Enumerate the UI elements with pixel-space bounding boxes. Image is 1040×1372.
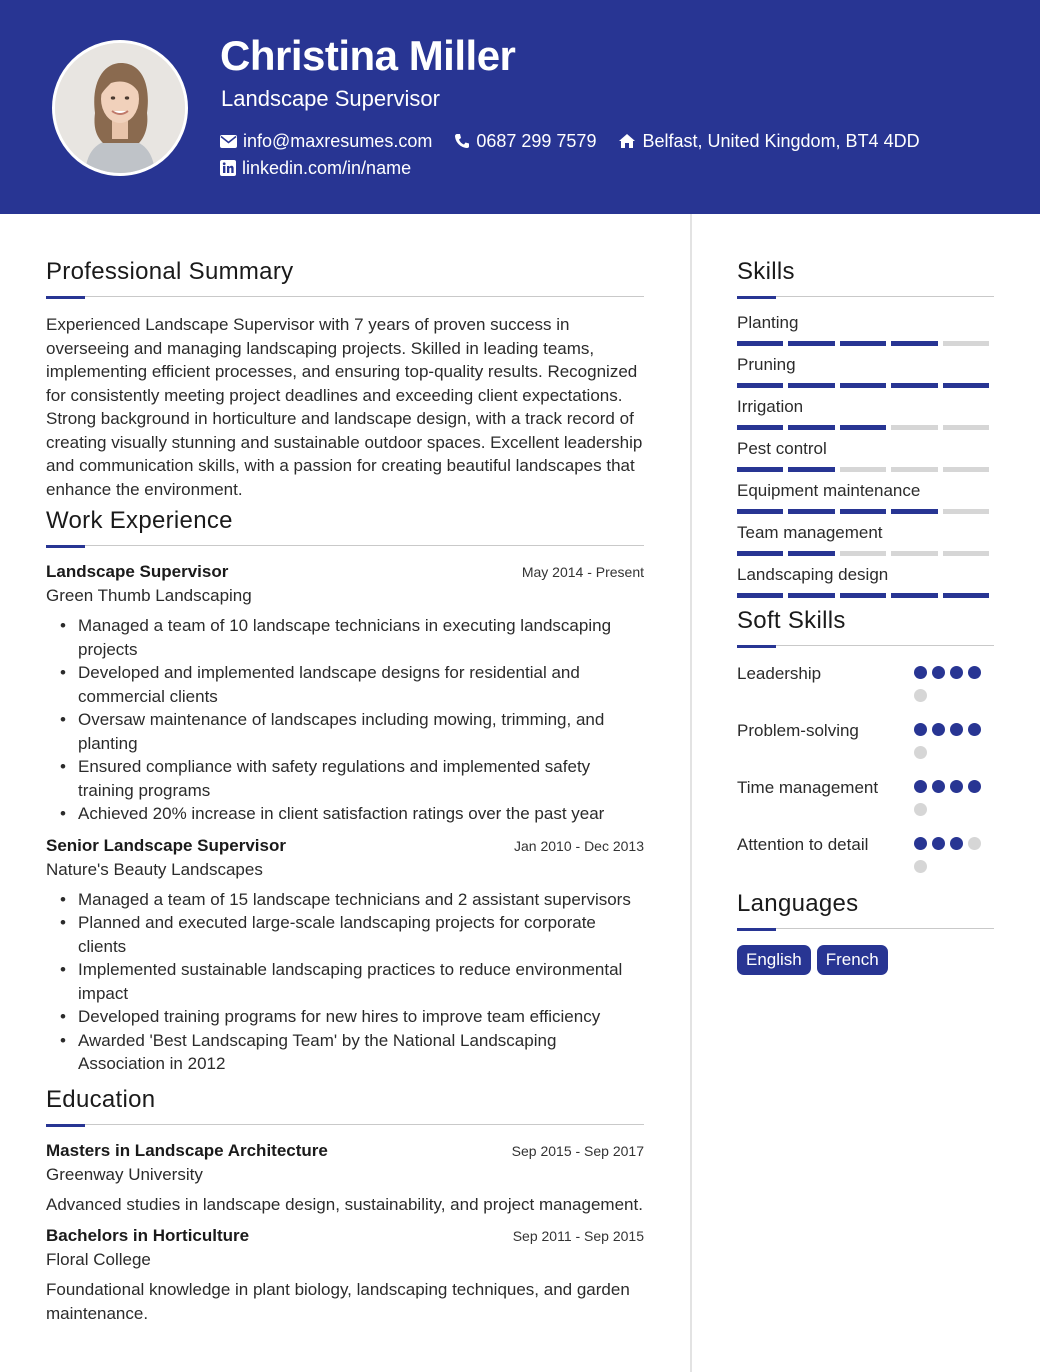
skill-name: Pruning <box>737 355 796 374</box>
rating-dot <box>932 666 945 679</box>
skill-level-bar <box>737 383 994 388</box>
rating-dot <box>914 746 927 759</box>
skill-level-segment <box>891 467 937 472</box>
job-bullets <box>60 614 644 826</box>
rating-dot <box>914 780 927 793</box>
rating-dot <box>968 666 981 679</box>
skill-level-segment <box>737 593 783 598</box>
soft-skill-rating <box>914 666 994 712</box>
skill-level-segment <box>943 425 989 430</box>
experience-heading: Work Experience <box>46 507 233 534</box>
job-dates: Jan 2010 - Dec 2013 <box>514 837 644 854</box>
skill-name: Landscaping design <box>737 565 889 584</box>
job-bullet: • Managed a team of 15 landscape technicians and 2 assistant supervisors <box>60 888 644 912</box>
avatar <box>52 40 188 176</box>
rating-dot <box>950 780 963 793</box>
soft-skill-name: Problem-solving <box>737 721 859 740</box>
education-entry <box>46 1226 644 1325</box>
skill-level-segment <box>737 425 783 430</box>
rating-dot <box>932 723 945 736</box>
school-name: Greenway University <box>46 1164 203 1184</box>
skill-level-segment <box>943 593 989 598</box>
job-bullet: • Awarded 'Best Landscaping Team' by the National Landscaping Association in 2012 <box>60 1029 644 1076</box>
linkedin-icon <box>220 160 236 176</box>
section-rule <box>46 296 644 299</box>
rating-dot <box>914 803 927 816</box>
language-tag: French <box>817 945 888 975</box>
candidate-title: Landscape Supervisor <box>221 86 440 111</box>
summary-text: Experienced Landscape Supervisor with 7 years of proven success in overseeing and managing landscaping projects. Skilled in leading teams, implementing efficient processes, and ensuring top-quality results. Recognized for consistently meeting project deadlines and exceeding client expectations. Strong background in horticulture and landscape design, with a track record of creating visually stunning and sustainable outdoor spaces. Excellent leadership and communication skills, with a passion for creating beautiful landscapes that enhance the environment. <box>46 315 643 499</box>
skill-level-segment <box>891 509 937 514</box>
soft-skill-item <box>737 719 994 769</box>
skill-level-segment <box>788 341 834 346</box>
skill-level-segment <box>891 383 937 388</box>
skill-level-segment <box>840 467 886 472</box>
rating-dot <box>914 837 927 850</box>
job-title: Senior Landscape Supervisor <box>46 835 286 855</box>
skill-level-segment <box>788 509 834 514</box>
contact-email[interactable] <box>220 131 432 152</box>
job-title: Landscape Supervisor <box>46 562 229 581</box>
candidate-name: Christina Miller <box>220 32 516 79</box>
education-heading: Education <box>46 1085 156 1113</box>
skill-name: Irrigation <box>737 397 804 416</box>
envelope-icon <box>220 135 237 148</box>
skill-level-segment <box>788 425 834 430</box>
soft-skills-section <box>737 607 994 883</box>
job-bullet: • Managed a team of 10 landscape technicians in executing landscaping projects <box>60 614 644 661</box>
education-entry <box>46 1141 644 1217</box>
skill-level-segment <box>943 467 989 472</box>
rating-dot <box>932 780 945 793</box>
section-rule <box>46 545 644 548</box>
phone-icon <box>454 133 470 149</box>
skill-level-bar <box>737 593 994 598</box>
skill-level-segment <box>737 509 783 514</box>
skill-name: Planting <box>737 313 799 332</box>
skill-level-segment <box>891 551 937 556</box>
job-bullet: • Developed and implemented landscape designs for residential and commercial clients <box>60 661 644 708</box>
soft-skill-name: Time management <box>737 778 879 797</box>
summary-section <box>46 258 644 501</box>
rating-dot <box>914 689 927 702</box>
job-company: Green Thumb Landscaping <box>46 586 252 605</box>
skill-level-segment <box>891 425 937 430</box>
skills-heading: Skills <box>737 258 795 285</box>
job-company: Nature's Beauty Landscapes <box>46 859 263 879</box>
skill-name: Team management <box>737 523 883 542</box>
degree-title: Masters in Landscape Architecture <box>46 1140 328 1160</box>
rating-dot <box>968 723 981 736</box>
skill-level-segment <box>737 551 783 556</box>
home-icon <box>618 133 636 149</box>
portrait-image <box>55 43 185 173</box>
job-dates: May 2014 - Present <box>521 564 644 580</box>
skill-item <box>737 439 994 472</box>
job-entry <box>46 836 644 1076</box>
contact-location <box>618 131 919 152</box>
skill-item <box>737 355 994 388</box>
side-column <box>737 258 994 975</box>
job-bullet: • Ensured compliance with safety regulations and implemented safety training programs <box>60 755 644 802</box>
skill-level-segment <box>891 593 937 598</box>
skill-level-segment <box>788 467 834 472</box>
skill-name: Equipment maintenance <box>737 481 921 500</box>
rating-dot <box>950 666 963 679</box>
skills-section <box>737 258 994 598</box>
soft-skill-rating <box>914 780 994 826</box>
job-bullet: • Developed training programs for new hires to improve team efficiency <box>60 1005 644 1029</box>
job-bullet: • Implemented sustainable landscaping practices to reduce environmental impact <box>60 958 644 1005</box>
skills-list <box>737 313 994 598</box>
skill-level-segment <box>737 383 783 388</box>
skill-level-bar <box>737 551 994 556</box>
school-name: Floral College <box>46 1250 151 1269</box>
skill-level-segment <box>943 341 989 346</box>
soft-skill-name: Leadership <box>737 664 822 683</box>
soft-skills-heading: Soft Skills <box>737 607 846 634</box>
skill-level-segment <box>737 341 783 346</box>
experience-section <box>46 507 644 1076</box>
skill-level-segment <box>737 467 783 472</box>
soft-skill-rating <box>914 837 994 883</box>
job-bullet: • Planned and executed large-scale landscaping projects for corporate clients <box>60 911 644 958</box>
language-tag: English <box>737 945 811 975</box>
skill-item <box>737 481 994 514</box>
education-description: Advanced studies in landscape design, sustainability, and project management. <box>46 1194 643 1214</box>
education-section <box>46 1086 644 1326</box>
phone-text: 0687 299 7579 <box>476 130 597 151</box>
skill-name: Pest control <box>737 439 827 458</box>
contact-linkedin[interactable] <box>220 158 411 179</box>
column-divider <box>690 214 692 1372</box>
skill-level-segment <box>840 593 886 598</box>
languages-section <box>737 890 994 975</box>
skill-level-segment <box>840 551 886 556</box>
linkedin-text: linkedin.com/in/name <box>242 157 412 178</box>
job-bullet: • Oversaw maintenance of landscapes including mowing, trimming, and planting <box>60 708 644 755</box>
section-rule <box>737 645 994 648</box>
skill-level-bar <box>737 425 994 430</box>
soft-skill-item <box>737 662 994 712</box>
soft-skill-item <box>737 833 994 883</box>
skill-level-segment <box>943 383 989 388</box>
skill-level-segment <box>788 551 834 556</box>
languages-list <box>737 945 994 975</box>
soft-skills-list <box>737 662 994 883</box>
rating-dot <box>914 666 927 679</box>
main-column <box>46 258 644 1335</box>
job-entry <box>46 562 644 826</box>
skill-item <box>737 565 994 598</box>
rating-dot <box>950 837 963 850</box>
skill-level-segment <box>891 341 937 346</box>
skill-level-bar <box>737 509 994 514</box>
summary-heading: Professional Summary <box>46 258 294 285</box>
section-rule <box>737 928 994 931</box>
skill-level-segment <box>788 593 834 598</box>
skill-level-segment <box>840 425 886 430</box>
rating-dot <box>950 723 963 736</box>
skill-level-segment <box>943 551 989 556</box>
resume-header <box>0 0 1040 214</box>
job-bullet: • Achieved 20% increase in client satisfaction ratings over the past year <box>60 802 644 826</box>
skill-item <box>737 523 994 556</box>
skill-item <box>737 313 994 346</box>
rating-dot <box>968 780 981 793</box>
contact-info <box>220 128 942 182</box>
job-bullets <box>60 888 644 1076</box>
email-text: info@maxresumes.com <box>243 130 433 151</box>
education-dates: Sep 2011 - Sep 2015 <box>512 1228 644 1244</box>
skill-level-segment <box>943 509 989 514</box>
soft-skill-rating <box>914 723 994 769</box>
skill-item <box>737 397 994 430</box>
soft-skill-item <box>737 776 994 826</box>
skill-level-segment <box>788 383 834 388</box>
rating-dot <box>932 837 945 850</box>
education-dates: Sep 2015 - Sep 2017 <box>511 1142 644 1159</box>
section-rule <box>46 1124 644 1127</box>
languages-heading: Languages <box>737 890 859 917</box>
degree-title: Bachelors in Horticulture <box>46 1226 250 1245</box>
skill-level-bar <box>737 467 994 472</box>
rating-dot <box>968 837 981 850</box>
soft-skill-name: Attention to detail <box>737 835 869 854</box>
rating-dot <box>914 723 927 736</box>
skill-level-bar <box>737 341 994 346</box>
skill-level-segment <box>840 509 886 514</box>
education-description: Foundational knowledge in plant biology, landscaping techniques, and garden maintenance. <box>46 1280 630 1323</box>
section-rule <box>737 296 994 299</box>
contact-phone[interactable] <box>454 131 596 152</box>
location-text: Belfast, United Kingdom, BT4 4DD <box>642 130 920 151</box>
skill-level-segment <box>840 383 886 388</box>
skill-level-segment <box>840 341 886 346</box>
rating-dot <box>914 860 927 873</box>
